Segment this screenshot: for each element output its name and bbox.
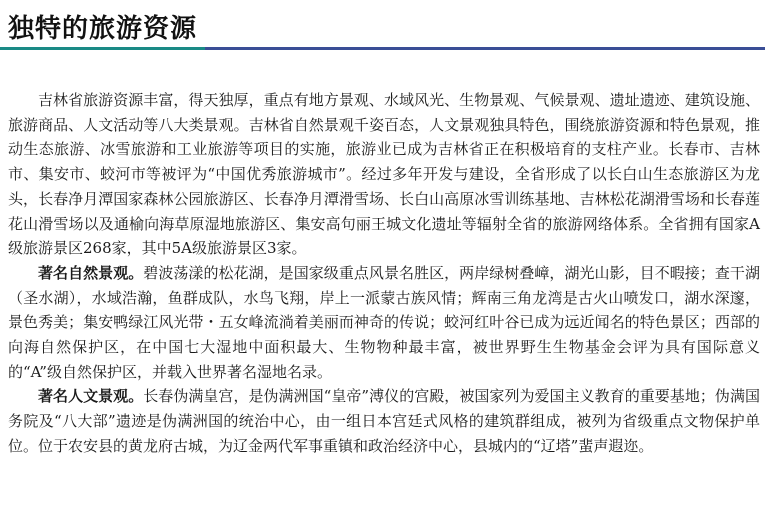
page-title: 独特的旅游资源 [8, 14, 198, 44]
paragraph-natural-sights [8, 261, 760, 385]
paragraph-lead: 著名人文景观。 [38, 387, 144, 406]
title-underline-accent [0, 47, 205, 50]
paragraph-text: 长春伪满皇宫，是伪满洲国“皇帝”溥仪的宫殿，被国家列为爱国主义教育的重要基地；伪满国务院及“八大部”遗迹是伪满洲国的统治中心，由一组日本宫廷式风格的建筑群组成，被列为省级重点文物保护单位。位于农安县的黄龙府古城，为辽金两代军事重镇和政治经济中心，县城内的“辽塔”蜚声遐迩。 [8, 387, 760, 455]
paragraph-text: 吉林省旅游资源丰富，得天独厚，重点有地方景观、水域风光、生物景观、气候景观、遗址遗迹、建筑设施、旅游商品、人文活动等八大类景观。吉林省自然景观千姿百态，人文景观独具特色，围绕旅游资源和特色景观，推动生态旅游、冰雪旅游和工业旅游等项目的实施，旅游业已成为吉林省正在积极培育的支柱产业。长春市、吉林市、集安市、蛟河市等被评为“中国优秀旅游城市”。经过多年开发与建设，全省形成了以长白山生态旅游区为龙头，长春净月潭国家森林公园旅游区、长春净月潭滑雪场、长白山高原冰雪训练基地、吉林松花湖滑雪场和长春莲花山滑雪场以及通榆向海草原湿地旅游区、集安高句丽王城文化遗址等辐射全省的旅游网络体系。全省拥有国家A级旅游景区268家，其中5A级旅游景区3家。 [8, 91, 760, 258]
title-underline [205, 47, 765, 50]
paragraph-overview [8, 88, 760, 261]
paragraph-text: 碧波荡漾的松花湖，是国家级重点风景名胜区，两岸绿树叠嶂，湖光山影，目不暇接；查干湖（圣水湖），水域浩瀚，鱼群成队，水鸟飞翔，岸上一派蒙古族风情；辉南三角龙湾是古火山喷发口，湖水深邃，景色秀美；集安鸭绿江风光带・五女峰流淌着美丽而神奇的传说；蛟河红叶谷已成为远近闻名的特色景区；西部的向海自然保护区，在中国七大湿地中面积最大、生物物种最丰富，被世界野生生物基金会评为具有国际意义的“A”级自然保护区，并载入世界著名湿地名录。 [8, 263, 760, 381]
article-body [8, 88, 760, 459]
paragraph-cultural-sights [8, 384, 760, 458]
paragraph-lead: 著名自然景观。 [38, 263, 144, 282]
